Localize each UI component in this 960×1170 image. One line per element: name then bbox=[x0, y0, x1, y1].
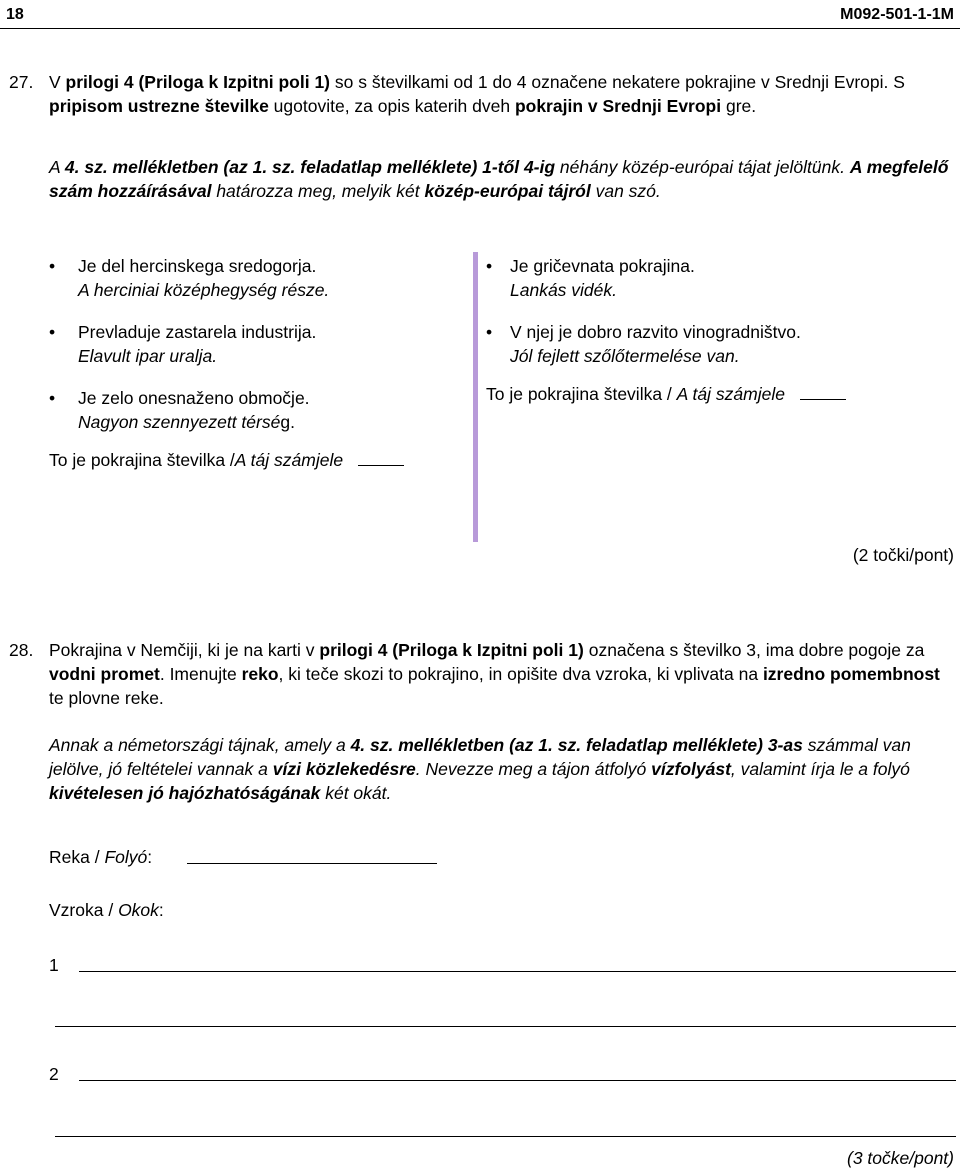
answer-label-hu: A táj számjele bbox=[234, 450, 344, 470]
item-text-hu: Jól fejlett szőlőtermelése van. bbox=[510, 346, 740, 366]
text-run: označena s številko 3, ima dobre pogoje za bbox=[583, 640, 925, 660]
answer-label-si: To je pokrajina številka / bbox=[486, 384, 677, 404]
answer-blank-right[interactable] bbox=[800, 383, 846, 400]
bold-text-run: kivételesen jó hajózhatóságának bbox=[49, 783, 321, 803]
item-text-si: V njej je dobro razvito vinogradništvo. bbox=[510, 322, 801, 342]
text-run: Annak a németországi tájnak, amely a bbox=[49, 735, 351, 755]
item-text-si: Prevladuje zastarela industrija. bbox=[78, 322, 317, 342]
text-run: van szó. bbox=[590, 181, 661, 201]
list-item bbox=[49, 254, 469, 302]
bold-text-run: prilogi 4 (Priloga k Izpitni poli 1) bbox=[65, 72, 331, 92]
text-run: , ki teče skozi to pokrajino, in opišite dva vzroka, ki vplivata na bbox=[278, 664, 763, 684]
points-q27: (2 točki/pont) bbox=[852, 545, 954, 565]
reason-2-line-continued[interactable] bbox=[55, 1120, 956, 1137]
bold-text-run: prilogi 4 (Priloga k Izpitni poli 1) bbox=[319, 640, 584, 660]
bold-text-run: közép-európai tájról bbox=[424, 181, 591, 201]
question-28-number: 28. bbox=[9, 640, 34, 660]
reason-1-line-continued[interactable] bbox=[55, 1010, 956, 1027]
item-text-si: Je gričevnata pokrajina. bbox=[510, 256, 695, 276]
bold-text-run: A megfelelő szám hozzáírásával bbox=[49, 157, 949, 201]
reasons-label-hu: Okok bbox=[118, 900, 159, 920]
column-divider bbox=[473, 252, 478, 542]
question-28-text-hu bbox=[49, 733, 954, 805]
left-answer-row bbox=[49, 448, 469, 472]
item-text-si: Je del hercinskega sredogorja. bbox=[78, 256, 317, 276]
text-run: A bbox=[49, 157, 65, 177]
right-column bbox=[486, 254, 956, 406]
bullet-icon: • bbox=[49, 322, 56, 342]
text-run: két okát. bbox=[320, 783, 392, 803]
bold-text-run: reko bbox=[241, 664, 279, 684]
bullet-icon: • bbox=[486, 322, 493, 342]
reasons-label-colon: : bbox=[158, 900, 164, 920]
question-27-number: 27. bbox=[9, 72, 34, 92]
bold-text-run: vízi közlekedésre bbox=[272, 759, 416, 779]
reasons-label-si: Vzroka / bbox=[49, 900, 119, 920]
river-answer-line[interactable] bbox=[187, 847, 437, 864]
text-run: Pokrajina v Nemčiji, ki je na karti v bbox=[49, 640, 320, 660]
page-number: 18 bbox=[6, 6, 24, 23]
exam-code: M092-501-1-1M bbox=[840, 6, 954, 23]
text-run: , valamint írja le a folyó bbox=[730, 759, 910, 779]
reason-2-number: 2 bbox=[49, 1064, 59, 1084]
right-answer-row bbox=[486, 382, 956, 406]
list-item bbox=[49, 386, 469, 434]
reason-1-line[interactable] bbox=[79, 955, 956, 972]
bold-text-run: 4. sz. mellékletben (az 1. sz. feladatlap melléklete) 3-as bbox=[350, 735, 803, 755]
answer-label-hu: A táj számjele bbox=[676, 384, 785, 404]
item-text-hu: Elavult ipar uralja. bbox=[78, 346, 218, 366]
item-text-hu: Lankás vidék. bbox=[510, 280, 618, 300]
bold-text-run: 4. sz. mellékletben (az 1. sz. feladatlap melléklete) 1-től 4-ig bbox=[64, 157, 556, 177]
river-label-hu: Folyó bbox=[104, 847, 148, 867]
item-text-si: Je zelo onesnaženo območje. bbox=[78, 388, 310, 408]
bold-text-run: pripisom ustrezne številke bbox=[49, 96, 269, 116]
text-run: határozza meg, melyik két bbox=[211, 181, 425, 201]
item-text-hu-end: g. bbox=[280, 412, 295, 432]
text-run: . Imenujte bbox=[159, 664, 242, 684]
answer-blank-left[interactable] bbox=[358, 449, 404, 466]
list-item bbox=[49, 320, 469, 368]
reasons-label-row bbox=[49, 898, 164, 922]
question-27-text-hu bbox=[49, 155, 954, 203]
bullet-icon: • bbox=[49, 256, 56, 276]
bold-text-run: vízfolyást bbox=[651, 759, 731, 779]
bold-text-run: vodni promet bbox=[49, 664, 160, 684]
item-text-hu: A herciniai középhegység része. bbox=[78, 280, 330, 300]
river-label-si: Reka / bbox=[49, 847, 105, 867]
list-item bbox=[486, 320, 956, 368]
river-label-colon: : bbox=[147, 847, 153, 867]
text-run: V bbox=[49, 72, 66, 92]
answer-label-si: To je pokrajina številka / bbox=[49, 450, 235, 470]
left-column bbox=[49, 254, 469, 472]
item-text-hu: Nagyon szennyezett térsé bbox=[78, 412, 281, 432]
question-27-text-si bbox=[49, 70, 954, 118]
bullet-icon: • bbox=[49, 388, 56, 408]
bullet-icon: • bbox=[486, 256, 493, 276]
reason-2-line[interactable] bbox=[79, 1064, 956, 1081]
text-run: so s številkami od 1 do 4 označene nekatere pokrajine v Srednji Evropi. S bbox=[330, 72, 905, 92]
text-run: néhány közép-európai tájat jelöltünk. bbox=[555, 157, 850, 177]
bold-text-run: pokrajin v Srednji Evropi bbox=[514, 96, 722, 116]
page-header bbox=[0, 0, 960, 29]
bold-text-run: izredno pomembnost bbox=[762, 664, 940, 684]
reason-1-number: 1 bbox=[49, 955, 59, 975]
points-q28: (3 točke/pont) bbox=[847, 1148, 954, 1168]
list-item bbox=[486, 254, 956, 302]
text-run: ugotovite, za opis katerih dveh bbox=[268, 96, 515, 116]
question-28-text-si bbox=[49, 638, 954, 710]
river-label-row bbox=[49, 845, 152, 869]
text-run: . Nevezze meg a tájon átfolyó bbox=[415, 759, 652, 779]
text-run: számmal van jelölve, jó feltételei vannak a bbox=[49, 735, 911, 779]
text-run: te plovne reke. bbox=[49, 688, 164, 708]
text-run: gre. bbox=[721, 96, 757, 116]
